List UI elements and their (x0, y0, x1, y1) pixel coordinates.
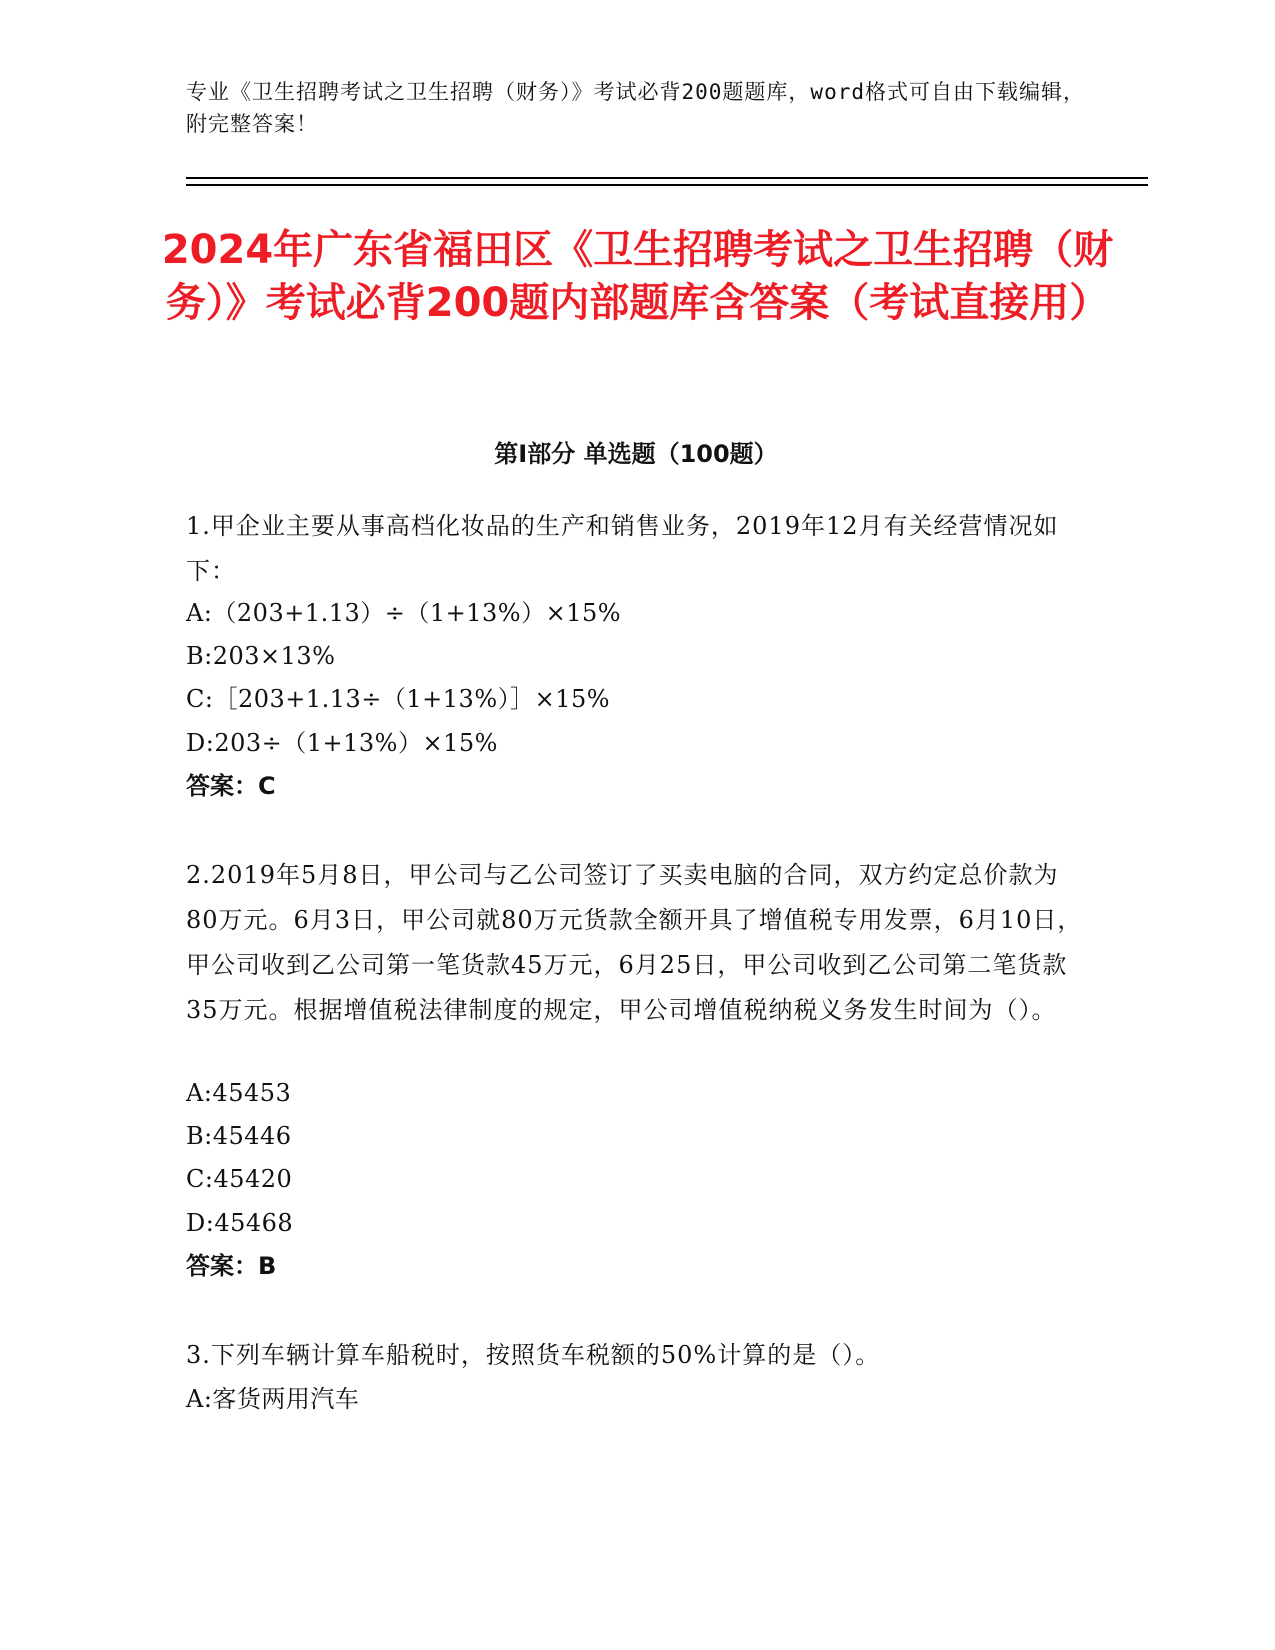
question-2-answer: 答案：B (186, 1252, 277, 1280)
header-divider-bottom (186, 184, 1148, 186)
question-2-option-a: A:45453 (186, 1079, 292, 1107)
document-title: 2024年广东省福田区《卫生招聘考试之卫生招聘（财务）》考试必背200题内部题库含答案（考试直接用） (161, 227, 1114, 326)
question-3-option-a: A:客货两用汽车 (186, 1385, 360, 1413)
question-1-text: 1.甲企业主要从事高档化妆品的生产和销售业务，2019年12月有关经营情况如下： (186, 512, 1059, 585)
question-1-answer: 答案：C (186, 772, 276, 800)
section-title: 第Ⅰ部分 单选题（100题） (494, 440, 778, 468)
question-2-option-b: B:45446 (186, 1122, 292, 1150)
question-2-text: 2.2019年5月8日，甲公司与乙公司签订了买卖电脑的合同，双方约定总价款为80万元。6月3日，甲公司就80万元货款全额开具了增值税专用发票，6月10日，甲公司收到乙公司第一笔货款45万元，6月25日，甲公司收到乙公司第二笔货款35万元。根据增值税法律制度的规定，甲公司增值税纳税义务发生时间为（）。 (186, 861, 1083, 1024)
header-note: 专业《卫生招聘考试之卫生招聘（财务）》考试必背200题题库，word格式可自由下载编辑，附完整答案！ (186, 80, 1085, 136)
question-3-text: 3.下列车辆计算车船税时，按照货车税额的50%计算的是（）。 (186, 1341, 881, 1369)
question-1-option-d: D:203÷（1+13%）×15% (186, 729, 498, 757)
question-1-option-c: C:［203+1.13÷（1+13%）］×15% (186, 685, 611, 713)
question-1-option-a: A:（203+1.13）÷（1+13%）×15% (186, 599, 622, 627)
question-2-option-d: D:45468 (186, 1209, 294, 1237)
question-2-option-c: C:45420 (186, 1165, 293, 1193)
question-1-option-b: B:203×13% (186, 642, 336, 670)
header-divider-top (186, 177, 1148, 179)
